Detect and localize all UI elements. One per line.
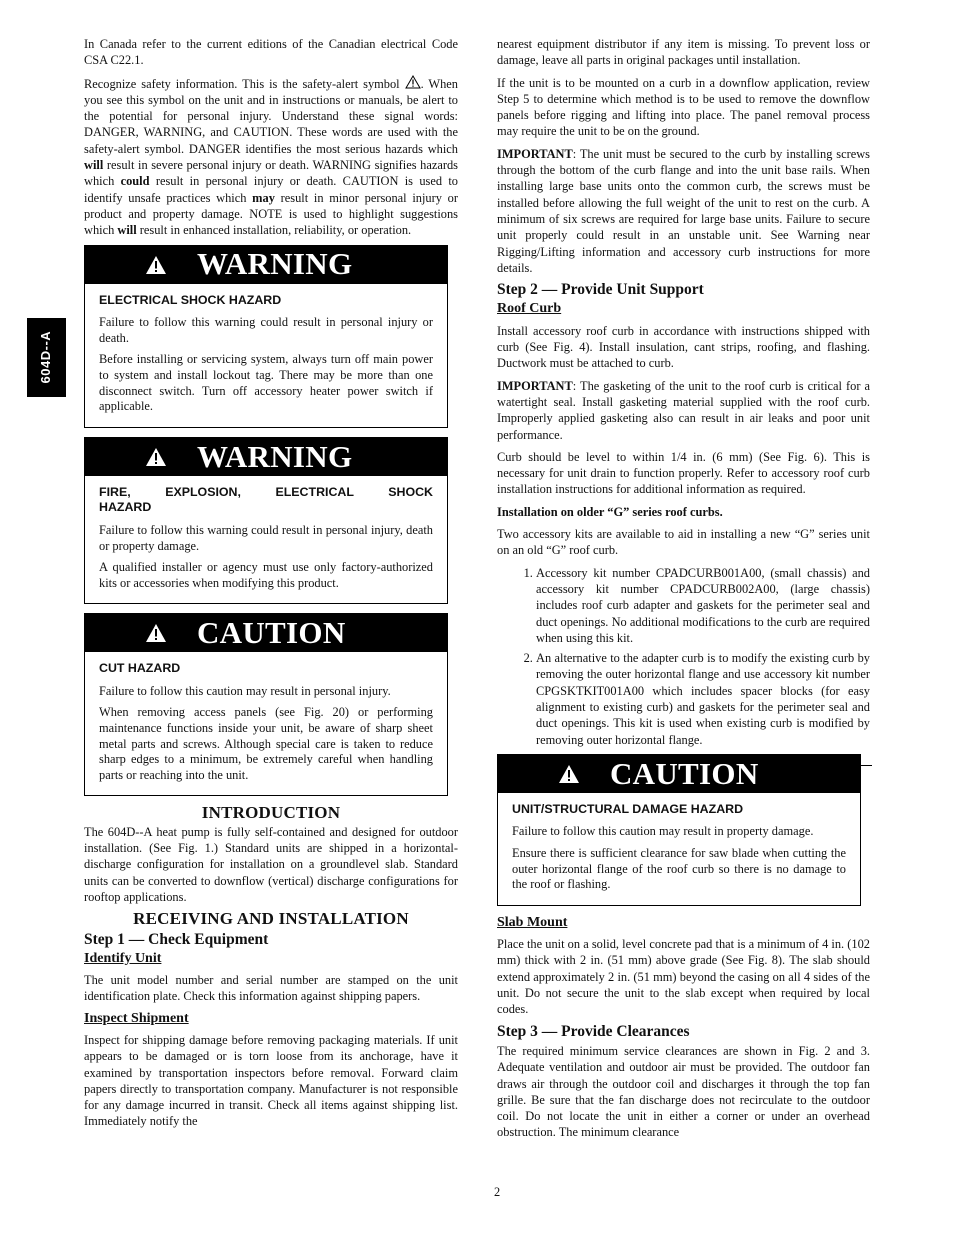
warning-title: WARNING [197,246,353,282]
hazard-title: CUT HAZARD [99,661,181,676]
list-item: 2. An alternative to the adapter curb is to modify the existing curb by removing the outer horizontal flange and use accessory kit number CPGSKTKIT001A00 which includes spacer blocks (for easy alignment to existing curb) and gaskets for the perimeter seal and duct openings. This kit is used when existing curb is modified by removing outer horizontal flange. [536,650,870,748]
step1-heading: Step 1 — Check Equipment [84,930,269,948]
left-column [84,36,458,1136]
page-number: 2 [494,1185,501,1199]
introduction-heading: INTRODUCTION [201,803,341,823]
hazard-title: ELECTRICAL SHOCK HAZARD [99,292,282,307]
warning-header [85,438,447,476]
roof-curb-paragraph: Install accessory roof curb in accordance with instructions shipped with curb (See Fig. 4). Install insulation, cant strips, roofing, and flashing. Ductwork must be attached to curb. [497,323,870,371]
caution-box-structural [497,754,861,906]
inspect-shipment-heading: Inspect Shipment [84,1010,189,1026]
hazard-title-line2: HAZARD [99,500,152,515]
caution-triangle-icon [558,764,580,784]
list-item: 1. Accessory kit number CPADCURB001A00, (small chassis) and accessory kit number CPADCURB002A00, (large chassis) includes roof curb adapter and gaskets for the perimeter seal and duct openings. No additional modifications to the curb are required when using this kit. [536,565,870,646]
warning-text: Before installing or servicing system, always turn off main power to system and install lockout tag. There may be more than one disconnect switch. Turn off accessory heater power switch if applicable. [99,352,433,414]
warning-box-electrical [84,245,448,428]
curb-level-paragraph: Curb should be level to within 1/4 in. (6 mm) (See Fig. 6). This is necessary for unit drain to function properly. Refer to accessory roof curb installation instructions for additional information as required. [497,449,870,497]
hazard-title: UNIT/STRUCTURAL DAMAGE HAZARD [512,801,744,816]
caution-title: CAUTION [197,615,346,651]
caution-header [498,755,860,793]
safety-info-paragraph: Recognize safety information. This is the safety-alert symbol . When you see this symbol on the unit and in instructions or manuals, be alert to the potential for personal injury. Understand these signal words: DANGER, WARNING, and CAUTION. These words are used with the safety-alert symbol. DANGER identifies the most serious hazards which will result in severe personal injury or death. WARNING signifies hazards which could result in personal injury or death. CAUTION is used to identify unsafe practices which may result in minor personal injury or product and property damage. NOTE is used to highlight suggestions which will result in enhanced installation, reliability, or operation. [84,76,459,238]
important-gasket-paragraph: IMPORTANT: The gasketing of the unit to the roof curb is critical for a watertight seal. Install gasketing material supplied with the roof curb. Improperly applied gasketing also can result in air leaks and poor unit performance. [497,378,870,442]
caution-triangle-icon [145,623,167,643]
curb-downflow-paragraph: If the unit is to be mounted on a curb in a downflow application, review Step 5 to determine which method is to be used to remove the downflow panels before rigging and lifting into place. The panel removal process may require the unit to be on the ground. [497,75,870,139]
side-tab-label: 604D--A [38,331,54,384]
caution-header [85,614,447,652]
caution-text: Failure to follow this caution may result in property damage. [512,824,814,839]
slab-mount-heading: Slab Mount [497,914,568,930]
step3-heading: Step 3 — Provide Clearances [497,1022,690,1040]
continued-paragraph: nearest equipment distributor if any item is missing. To prevent loss or damage, leave all parts in original packages until installation. [497,37,870,68]
caution-box-cut [84,613,448,796]
warning-title: WARNING [197,438,353,474]
warning-triangle-icon [145,255,167,275]
warning-box-fire [84,437,448,605]
identify-unit-heading: Identify Unit [84,950,162,966]
warning-text: A qualified installer or agency must use only factory-authorized kits or accessories when modifying this product. [99,560,433,590]
warning-text: Failure to follow this warning could result in personal injury or death. [99,315,433,345]
older-curbs-heading: Installation on older “G” series roof curbs. [497,504,723,519]
receiving-installation-heading: RECEIVING AND INSTALLATION [133,909,409,929]
box-rule-extension [860,765,872,766]
roof-curb-heading: Roof Curb [497,301,562,317]
inspect-shipment-paragraph: Inspect for shipping damage before removing packaging materials. If unit appears to be damaged or is torn loose from its anchorage, have it examined by transportation inspectors before removal. Forward claim papers directly to transportation company. Manufacturer is not responsible for any damage incurred in transit. Check all items against shipping list. Immediately notify the [84,1033,458,1129]
warning-triangle-icon [145,447,167,467]
identify-unit-paragraph: The unit model number and serial number are stamped on the unit identification plate. Check this information against shipping papers. [84,973,458,1004]
clearances-paragraph: The required minimum service clearances are shown in Fig. 2 and 3. Adequate ventilation and outdoor air must be provided. The outdoor fan draws air through the outdoor coil and discharges it through the top fan grille. Be sure that the fan discharge does not recirculate to the outdoor coil. Do not locate the unit in either a corner or under an overhead obstruction. The minimum clearance [497,1043,870,1140]
warning-header [85,246,447,284]
step2-heading: Step 2 — Provide Unit Support [497,281,704,299]
caution-text: Failure to follow this caution may result in personal injury. [99,683,391,698]
older-curbs-paragraph: Two accessory kits are available to aid in installing a new “G” series unit on an old “G” roof curb. [497,527,870,558]
slab-mount-paragraph: Place the unit on a solid, level concrete pad that is a minimum of 4 in. (102 mm) thick with 2 in. (51 mm) above grade (See Fig. 8). The slab should extend approximately 2 in. (51 mm) beyond the casing on all 4 sides of the unit. Do not secure the unit to the slab except when required by local codes. [497,937,870,1017]
canada-paragraph: In Canada refer to the current editions of the Canadian electrical Code CSA C22.1. [84,37,458,68]
hazard-title: FIRE, EXPLOSION, ELECTRICAL SHOCK [99,484,433,499]
document-side-tab [27,318,66,397]
caution-text: When removing access panels (see Fig. 20) or performing maintenance functions inside your unit, be aware of sharp sheet metal parts and screws. Although special care is taken to reduce sharp edges to a minimum, be extremely careful when handling parts or reaching into the unit. [99,705,433,782]
caution-title: CAUTION [610,755,759,791]
accessory-kit-list [497,565,870,748]
caution-text: Ensure there is sufficient clearance for saw blade when cutting the outer horizontal flange of the roof curb so there is no damage to the roof or flashing. [512,846,846,892]
important-curb-paragraph: IMPORTANT: The unit must be secured to the curb by installing screws through the bottom of the curb flange and into the unit base rails. When installing large base units onto the common curb, the screws must be installed before allowing the full weight of the unit to rest on the curb. A minimum of six screws are required for large base units. Failure to secure unit properly could result in an unstable unit. See Warning near Rigging/Lifting information and accessory curb instructions for more details. [497,146,870,275]
safety-alert-icon [405,75,421,89]
right-column [497,36,870,1147]
warning-text: Failure to follow this warning could result in personal injury, death or property damage. [99,522,433,553]
introduction-paragraph: The 604D--A heat pump is fully self-contained and designed for outdoor installation. (See Fig. 1.) Standard units are shipped in a horizontal-discharge configuration for installation on a groundlevel slab. Standard units can be converted to downflow (vertical) discharge configurations for rooftop applications. [84,824,458,904]
